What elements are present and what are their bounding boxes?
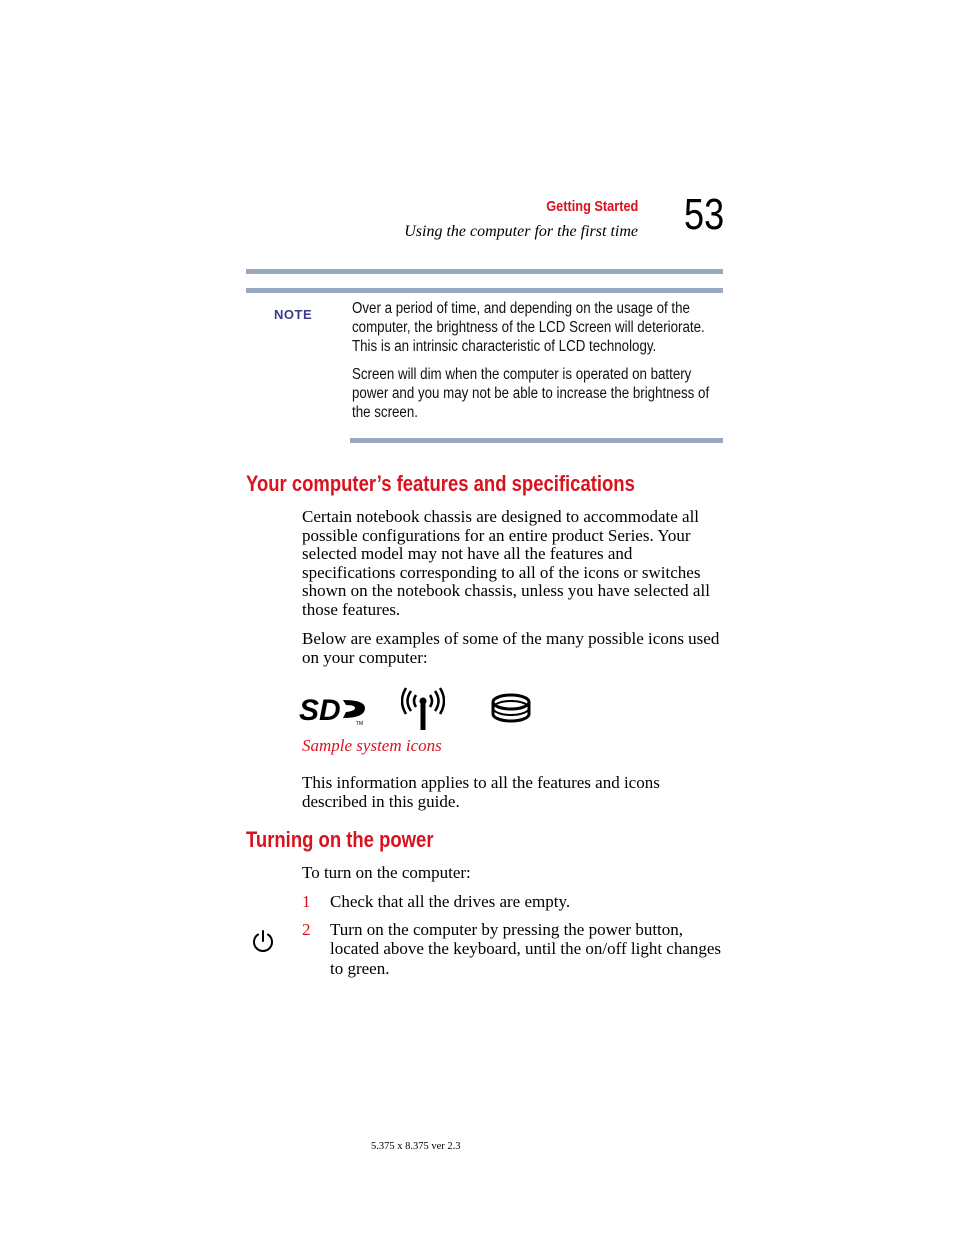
- features-paragraph-2: Below are examples of some of the many possible icons used on your computer:: [302, 629, 720, 667]
- note-label: NOTE: [274, 307, 313, 322]
- sd-card-icon: [299, 694, 369, 726]
- chapter-title: Getting Started: [545, 198, 638, 215]
- power-icon: [250, 928, 276, 954]
- features-closing: This information applies to all the features and icons described in this guide.: [302, 773, 660, 811]
- figure-caption: Sample system icons: [302, 736, 442, 755]
- step-text-1: Check that all the drives are empty.: [330, 892, 571, 911]
- svg-text:TM: TM: [356, 721, 364, 726]
- note-bottom-rule: [350, 438, 723, 443]
- step-number-2: 2: [302, 920, 311, 939]
- note-top-rule: [246, 288, 723, 293]
- wireless-antenna-icon: [401, 687, 445, 731]
- header-rule: [246, 269, 723, 274]
- step-text-2: Turn on the computer by pressing the power button, located above the keyboard, until the on/off light changes to green.: [330, 920, 722, 978]
- note-paragraph-1: Over a period of time, and depending on the usage of the computer, the brightness of the LCD Screen will deteriorate. This is an intrinsic characteristic of LCD technology.: [352, 300, 705, 355]
- hard-drive-icon: [490, 693, 532, 723]
- svg-text:SD: SD: [299, 694, 341, 726]
- features-paragraph-1: Certain notebook chassis are designed to accommodate all possible configurations for an entire product Series. Your selected model may not have all the features and specifications corresponding to all of the icons or switches shown on the notebook chassis, unless you have selected all those features.: [302, 507, 710, 619]
- note-paragraph-2: Screen will dim when the computer is operated on battery power and you may not be able to increase the brightness of the screen.: [352, 366, 710, 421]
- page-number: 53: [684, 190, 725, 239]
- section-title: Using the computer for the first time: [404, 223, 638, 240]
- features-heading: Your computer’s features and specifications: [246, 471, 635, 496]
- power-intro: To turn on the computer:: [302, 863, 471, 882]
- power-heading: Turning on the power: [246, 827, 434, 852]
- footer-version: 5.375 x 8.375 ver 2.3: [371, 1141, 461, 1152]
- step-number-1: 1: [302, 892, 311, 911]
